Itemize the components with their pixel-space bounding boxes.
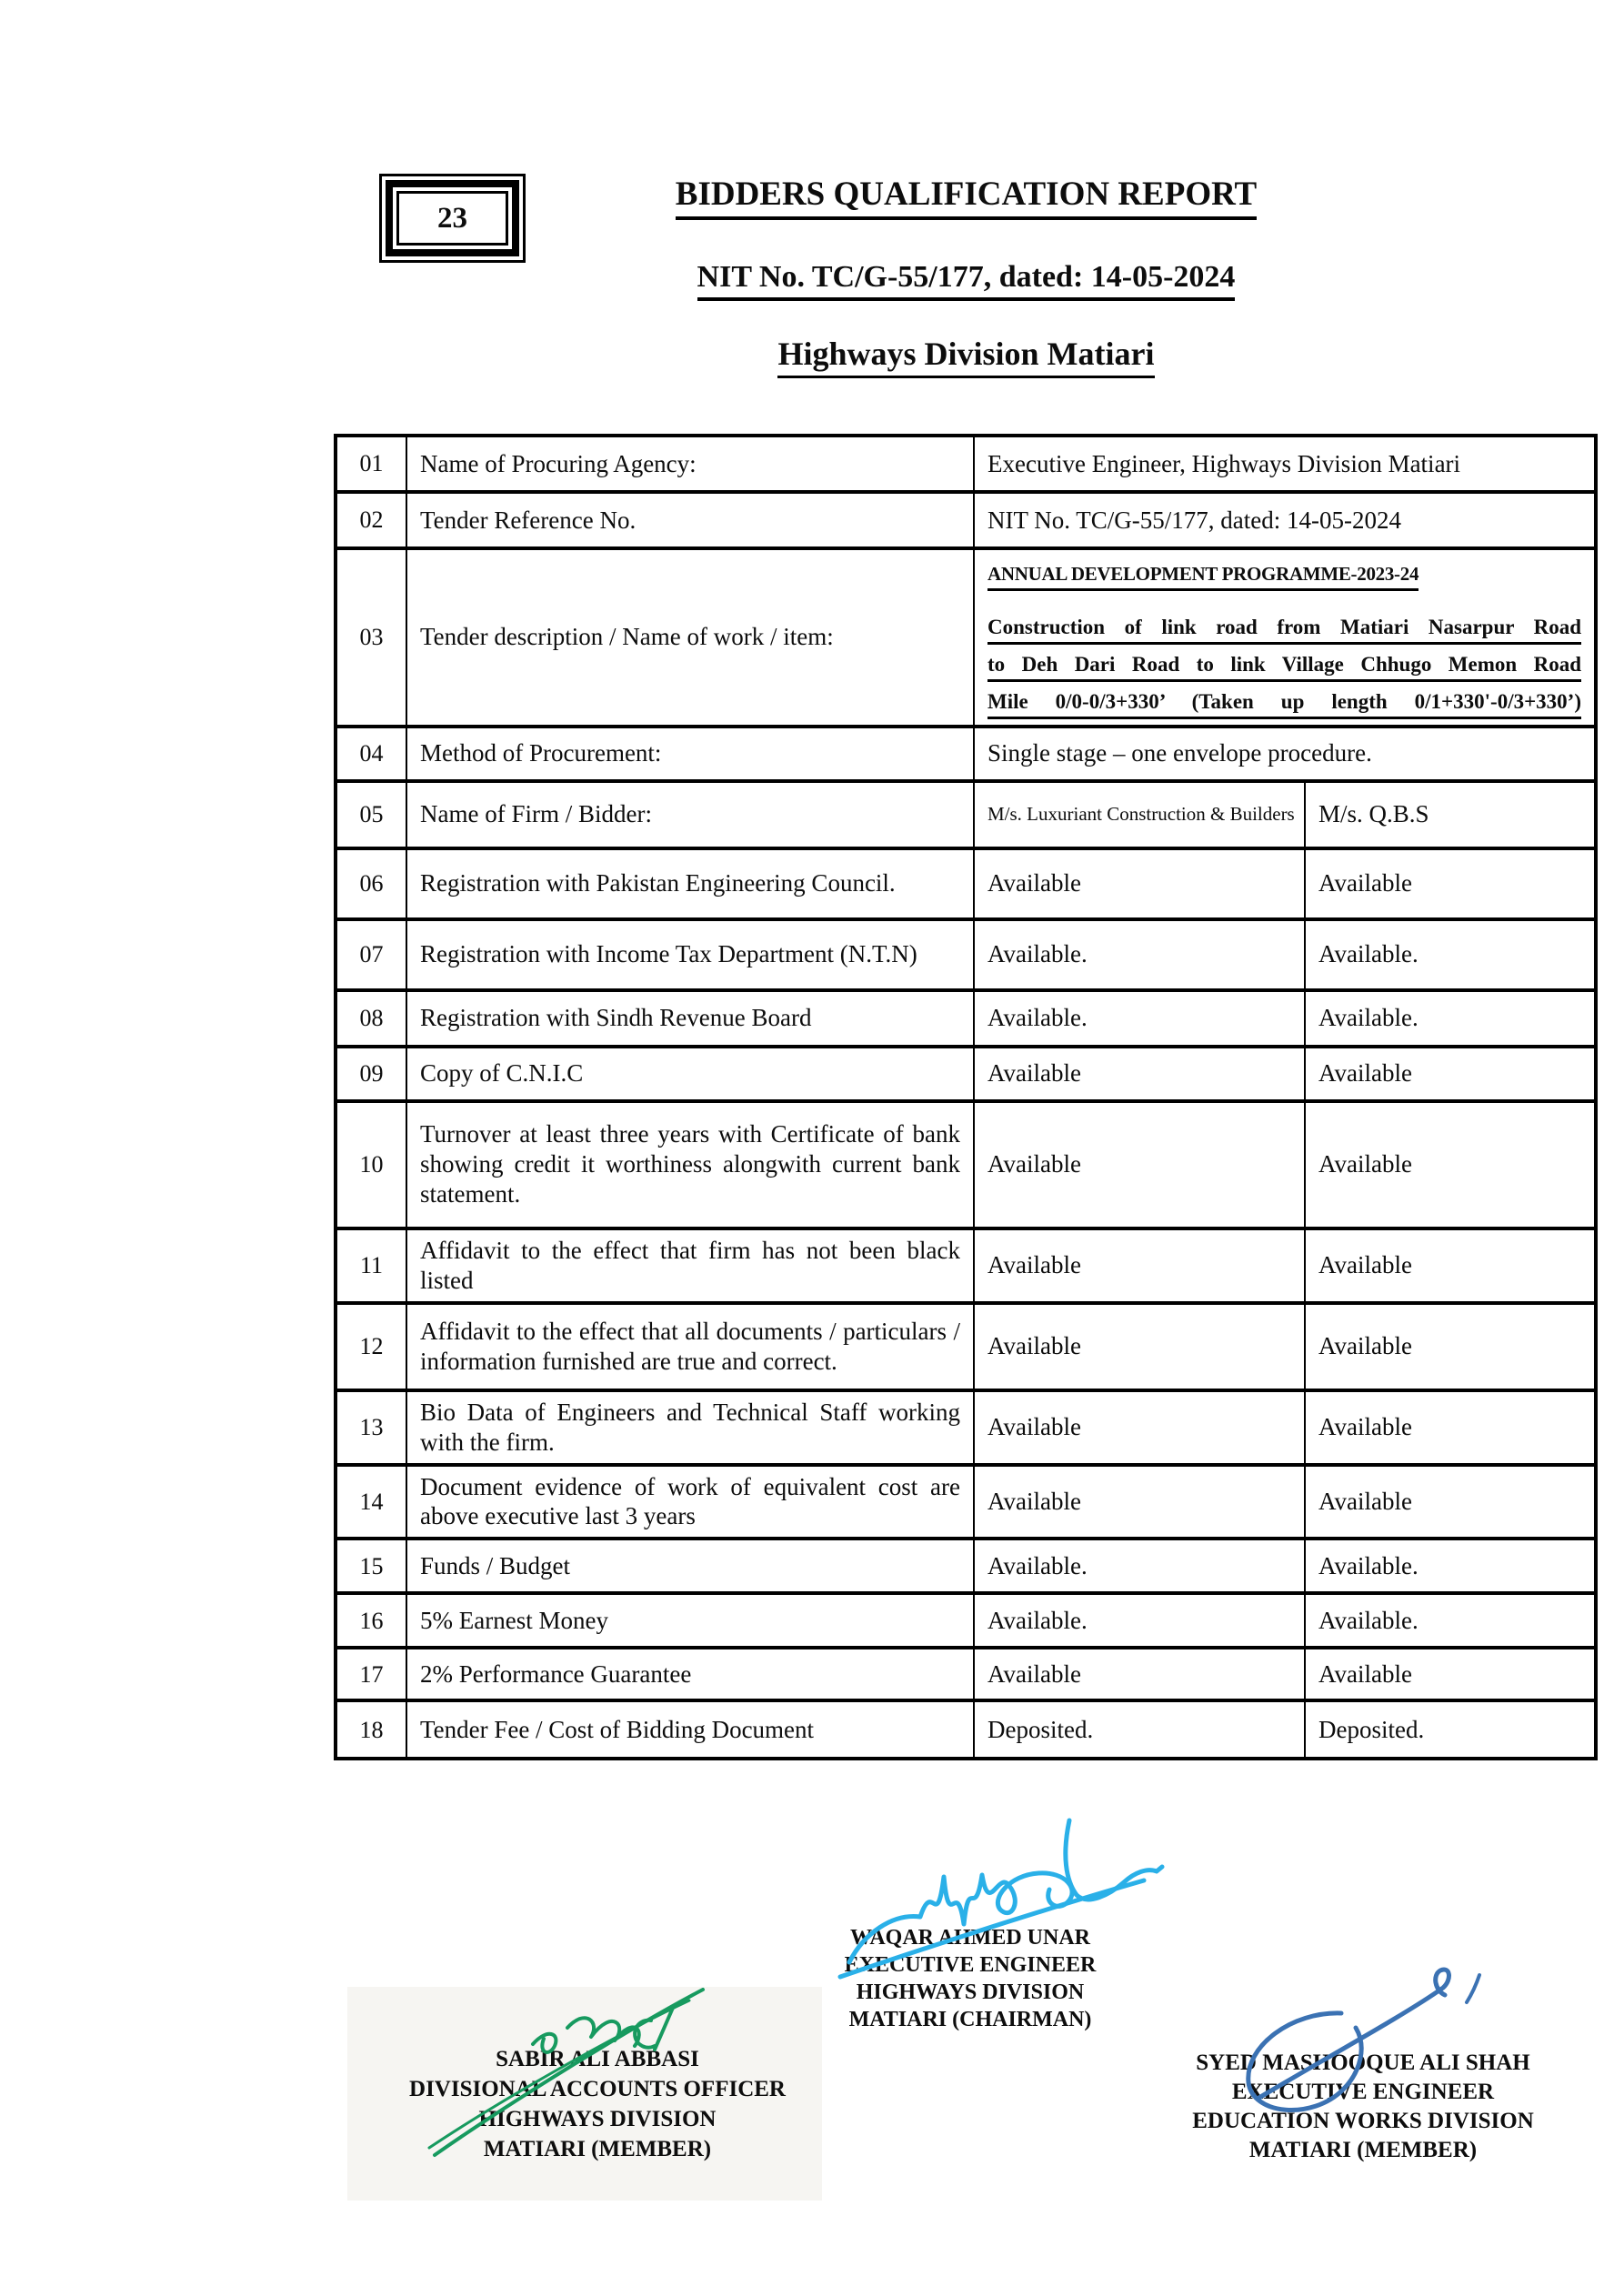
signatory-name: SABIR ALI ABBASI (496, 2047, 699, 2071)
bidder1-status: Available (974, 1228, 1305, 1303)
work-name-line: Mile 0/0-0/3+330’ (Taken up length 0/1+330'-0/3+330’) (987, 689, 1581, 719)
bidder2-status: Available. (1305, 990, 1596, 1047)
row-number: 10 (336, 1101, 406, 1228)
work-name-line: to Deh Dari Road to link Village Chhugo Memon Road (987, 652, 1581, 682)
row-number: 17 (336, 1648, 406, 1700)
bidder1-status: Available (974, 1390, 1305, 1465)
table-row (336, 1593, 1596, 1648)
signatory-division: EDUCATION WORKS DIVISION (1192, 2109, 1534, 2133)
adp-heading: ANNUAL DEVELOPMENT PROGRAMME-2023-24 (987, 557, 1581, 591)
row-number: 02 (336, 492, 406, 548)
bidder1-status: Available (974, 1465, 1305, 1539)
row-label: Copy of C.N.I.C (406, 1047, 974, 1101)
table-row (336, 1539, 1596, 1593)
bidder2-status: Deposited. (1305, 1700, 1596, 1759)
row-label: Tender Reference No. (406, 492, 974, 548)
table-row (336, 919, 1596, 990)
bidder2-status: Available. (1305, 919, 1596, 990)
row-label: 2% Performance Guarantee (406, 1648, 974, 1700)
table-row (336, 492, 1596, 548)
table-row (336, 727, 1596, 781)
bidder1-name: M/s. Luxuriant Construction & Builders (974, 781, 1305, 848)
signatory-title: EXECUTIVE ENGINEER (1231, 2080, 1495, 2104)
table-row (336, 1228, 1596, 1303)
row-label: Turnover at least three years with Certificate of bank showing credit it worthiness alongwith current bank statement. (406, 1101, 974, 1228)
bidder1-status: Available. (974, 1593, 1305, 1648)
table-row (336, 1700, 1596, 1759)
row-number: 13 (336, 1390, 406, 1465)
row-label: Method of Procurement: (406, 727, 974, 781)
bidder1-status: Available. (974, 919, 1305, 990)
row-number: 12 (336, 1303, 406, 1390)
bidder2-status: Available (1305, 1228, 1596, 1303)
bidder2-status: Available (1305, 1648, 1596, 1700)
signature-ink-member-left (426, 1980, 726, 2162)
row-number: 03 (336, 548, 406, 727)
row-number: 04 (336, 727, 406, 781)
signatory-division: HIGHWAYS DIVISION (478, 2107, 717, 2131)
bidder2-status: Available (1305, 1047, 1596, 1101)
nit-reference-line: NIT No. TC/G-55/177, dated: 14-05-2024 (391, 260, 1541, 301)
table-row (336, 1303, 1596, 1390)
row-number: 08 (336, 990, 406, 1047)
table-row (336, 1047, 1596, 1101)
row-number: 18 (336, 1700, 406, 1759)
signatory-division: HIGHWAYS DIVISION (856, 1980, 1085, 2004)
row-number: 06 (336, 848, 406, 919)
signatory-title: DIVISIONAL ACCOUNTS OFFICER (409, 2077, 786, 2101)
row-value: Executive Engineer, Highways Division Matiari (974, 436, 1596, 492)
bidder2-status: Available. (1305, 1593, 1596, 1648)
row-number: 09 (336, 1047, 406, 1101)
table-row (336, 848, 1596, 919)
signatory-role: MATIARI (MEMBER) (483, 2137, 712, 2161)
table-row (336, 1101, 1596, 1228)
table-row (336, 548, 1596, 727)
row-label: Registration with Pakistan Engineering Council. (406, 848, 974, 919)
bidder1-status: Available. (974, 990, 1305, 1047)
row-label: Registration with Sindh Revenue Board (406, 990, 974, 1047)
signatory-name: SYED MASHOOQUE ALI SHAH (1196, 2050, 1530, 2075)
signatory-name: WAQAR AHMED UNAR (850, 1926, 1090, 1950)
table-row (336, 781, 1596, 848)
bidder1-status: Available (974, 1101, 1305, 1228)
tender-description-cell (974, 548, 1596, 727)
bidder1-status: Available (974, 1648, 1305, 1700)
row-label: Affidavit to the effect that firm has not been black listed (406, 1228, 974, 1303)
bidder2-status: Available (1305, 1465, 1596, 1539)
table-row (336, 1648, 1596, 1700)
row-number: 07 (336, 919, 406, 990)
signatory-role: MATIARI (MEMBER) (1248, 2138, 1478, 2162)
signatory-title: EXECUTIVE ENGINEER (844, 1953, 1097, 1977)
row-number: 11 (336, 1228, 406, 1303)
table-row (336, 1390, 1596, 1465)
bidder2-status: Available (1305, 1101, 1596, 1228)
bidder1-status: Available (974, 1303, 1305, 1390)
bidder1-status: Available. (974, 1539, 1305, 1593)
signatory-role: MATIARI (CHAIRMAN) (848, 2008, 1092, 2031)
row-number: 01 (336, 436, 406, 492)
row-label: Bio Data of Engineers and Technical Staff working with the firm. (406, 1390, 974, 1465)
row-number: 15 (336, 1539, 406, 1593)
row-value: Single stage – one envelope procedure. (974, 727, 1596, 781)
bidder1-status: Available (974, 848, 1305, 919)
table-row (336, 436, 1596, 492)
bidder2-status: Available. (1305, 1539, 1596, 1593)
signature-ink-member-right (1205, 1960, 1514, 2129)
row-label: Funds / Budget (406, 1539, 974, 1593)
row-label: Tender Fee / Cost of Bidding Document (406, 1700, 974, 1759)
bidder2-status: Available (1305, 848, 1596, 919)
row-value: NIT No. TC/G-55/177, dated: 14-05-2024 (974, 492, 1596, 548)
row-label: Registration with Income Tax Department (N.T.N) (406, 919, 974, 990)
page-number: 23 (396, 191, 508, 246)
work-name-line: Construction of link road from Matiari Nasarpur Road (987, 615, 1581, 645)
table-row (336, 1465, 1596, 1539)
report-title: BIDDERS QUALIFICATION REPORT (391, 175, 1541, 220)
bidder2-status: Available (1305, 1390, 1596, 1465)
bidder1-status: Deposited. (974, 1700, 1305, 1759)
row-label: Tender description / Name of work / item: (406, 548, 974, 727)
bidder2-name: M/s. Q.B.S (1305, 781, 1596, 848)
row-label: Affidavit to the effect that all documents / particulars / information furnished are true and correct. (406, 1303, 974, 1390)
row-label: Document evidence of work of equivalent cost are above executive last 3 years (406, 1465, 974, 1539)
row-label: 5% Earnest Money (406, 1593, 974, 1648)
bidder2-status: Available (1305, 1303, 1596, 1390)
row-label: Name of Firm / Bidder: (406, 781, 974, 848)
row-number: 05 (336, 781, 406, 848)
row-label: Name of Procuring Agency: (406, 436, 974, 492)
signature-ink-chairman (837, 1815, 1173, 1983)
bidders-qualification-table (334, 434, 1598, 1760)
table-row (336, 990, 1596, 1047)
row-number: 16 (336, 1593, 406, 1648)
division-title: Highways Division Matiari (391, 335, 1541, 378)
row-number: 14 (336, 1465, 406, 1539)
bidder1-status: Available (974, 1047, 1305, 1101)
